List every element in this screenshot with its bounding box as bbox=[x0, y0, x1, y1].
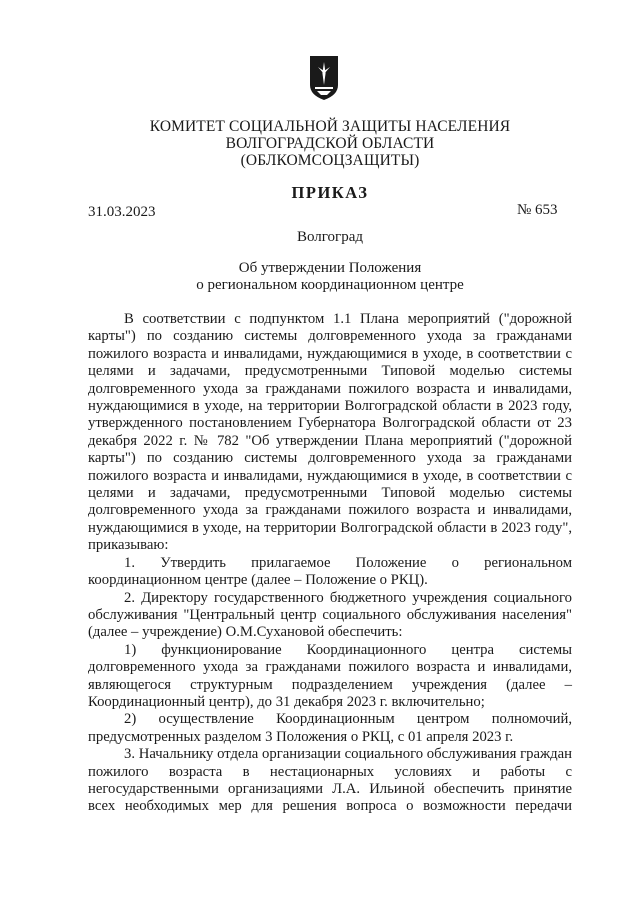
document-number: № 653 bbox=[517, 202, 558, 218]
item-2-1-paragraph: 1) функционирование Координационного центра системы долговременного ухода за гражданами пожилого возраста и инвалидами, являющегося структурным подразделением учреждения (далее – Координационный центр), до 31 декабря 2023 г. включительно; bbox=[88, 641, 572, 710]
document-body bbox=[88, 311, 572, 816]
document-city: Волгоград bbox=[296, 229, 363, 245]
org-line-3: (ОБЛКОМСОЦЗАЩИТЫ) bbox=[240, 152, 420, 169]
document-subject bbox=[150, 260, 510, 294]
organization-name bbox=[100, 118, 560, 169]
intro-paragraph: В соответствии с подпунктом 1.1 Плана мероприятий ("дорожной карты") по созданию системы долговременного ухода за гражданами пожилого возраста и инвалидами, нуждающимися в уходе, в соответствии с целями и задачами, предусмотренными Типовой моделью системы долговременного ухода за гражданами пожилого возраста и инвалидами, нуждающимися в уходе, на территории Волгоградской области в 2023 году, утвержденного постановлением Губернатора Волгоградской области от 23 декабря 2022 г. № 782 "Об утверждении Плана мероприятий ("дорожной карты") по созданию системы долговременного ухода за гражданами пожилого возраста и инвалидами, нуждающимися в уходе, в соответствии с целями и задачами, предусмотренными Типовой моделью системы долговременного ухода за гражданами пожилого возраста и инвалидами, нуждающимися в уходе, на территории Волгоградской области в 2023 году", приказываю: bbox=[88, 311, 572, 554]
document-title: ПРИКАЗ bbox=[291, 183, 369, 202]
subject-line-1: Об утверждении Положения bbox=[238, 260, 422, 276]
item-1-paragraph: 1. Утвердить прилагаемое Положение о региональном координационном центре (далее – Положение о РКЦ). bbox=[88, 554, 572, 589]
org-line-1: КОМИТЕТ СОЦИАЛЬНОЙ ЗАЩИТЫ НАСЕЛЕНИЯ bbox=[149, 118, 511, 135]
item-2-paragraph: 2. Директору государственного бюджетного учреждения социального обслуживания "Центральный центр социального обслуживания населения" (далее – учреждение) О.М.Сухановой обеспечить: bbox=[88, 589, 572, 641]
org-line-2: ВОЛГОГРАДСКОЙ ОБЛАСТИ bbox=[225, 135, 435, 152]
item-3-paragraph: 3. Начальнику отдела организации социального обслуживания граждан пожилого возраста в нестационарных условиях и работы с негосударственными организациями Л.А. Ильиной обеспечить принятие всех необходимых мер для решения вопроса о возможности передачи bbox=[88, 746, 572, 815]
volgograd-coat-of-arms-icon bbox=[309, 55, 339, 101]
document-date: 31.03.2023 bbox=[88, 204, 156, 220]
item-2-2-paragraph: 2) осуществление Координационным центром полномочий, предусмотренных разделом 3 Положения о РКЦ, с 01 апреля 2023 г. bbox=[88, 711, 572, 745]
subject-line-2: о региональном координационном центре bbox=[196, 277, 464, 293]
